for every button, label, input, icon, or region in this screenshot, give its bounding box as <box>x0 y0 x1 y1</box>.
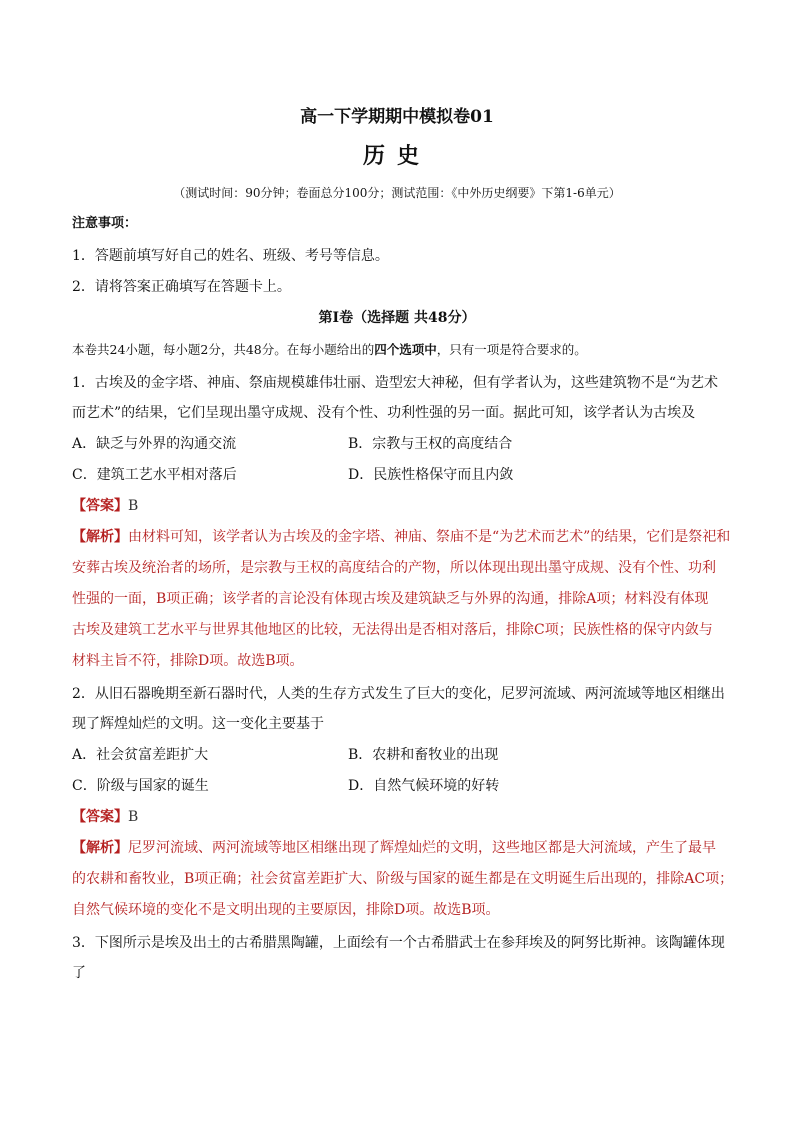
subject-title: 历史 <box>362 143 431 169</box>
question-stem: 1．古埃及的金字塔、神庙、祭庙规模雄伟壮丽、造型宏大神秘，但有学者认为，这些建筑物不是“为艺术 <box>72 375 719 391</box>
answer-tag: 【答案】 <box>72 498 128 514</box>
question-stem: 3．下图所示是埃及出土的古希腊黑陶罐，上面绘有一个古希腊武士在参拜埃及的阿努比斯神。该陶罐体现 <box>72 935 725 951</box>
question-stem: 了 <box>72 965 86 981</box>
section-title: 第I卷（选择题 共48分） <box>318 310 476 326</box>
instruction-emphasis: 四个选项中 <box>374 342 437 357</box>
explanation-text: 由材料可知，该学者认为古埃及的金字塔、神庙、祭庙不是“为艺术而艺术”的结果，它们是祭祀和 <box>128 529 731 545</box>
note-item: 2．请将答案正确填写在答题卡上。 <box>72 279 291 295</box>
explanation-line: 安葬古埃及统治者的场所，是宗教与王权的高度结合的产物，所以体现出现出墨守成规、没有个性、功利 <box>72 560 716 576</box>
section-instruction <box>72 340 732 360</box>
answer-line <box>72 496 732 516</box>
exam-title: 高一下学期期中模拟卷01 <box>300 107 494 127</box>
explanation-tag: 【解析】 <box>72 529 128 545</box>
explanation-line: 自然气候环境的变化不是文明出现的主要原因，排除D项。故选B项。 <box>72 902 500 918</box>
explanation-tag: 【解析】 <box>72 840 128 856</box>
answer-value: B <box>128 809 139 825</box>
exam-meta: （测试时间：90分钟；卷面总分100分；测试范围：《中外历史纲要》下第1-6单元） <box>173 186 621 200</box>
question-stem: 而艺术”的结果，它们呈现出墨守成规、没有个性、功利性强的另一面。据此可知，该学者认为古埃及 <box>72 405 696 421</box>
answer-tag: 【答案】 <box>72 809 128 825</box>
note-item: 1．答题前填写好自己的姓名、班级、考号等信息。 <box>72 248 389 264</box>
question-stem: 2．从旧石器晚期至新石器时代，人类的生存方式发生了巨大的变化，尼罗河流域、两河流域等地区相继出 <box>72 686 725 702</box>
option-d: D．自然气候环境的好转 <box>348 778 500 794</box>
option-row <box>72 465 732 485</box>
option-row <box>72 434 732 454</box>
option-b: B．农耕和畜牧业的出现 <box>348 747 499 763</box>
option-row <box>72 776 732 796</box>
explanation-line <box>72 838 732 858</box>
option-c: C．阶级与国家的诞生 <box>72 778 209 794</box>
instruction-text: ，只有一项是符合要求的。 <box>436 342 587 357</box>
option-c: C．建筑工艺水平相对落后 <box>72 467 237 483</box>
answer-value: B <box>128 498 139 514</box>
option-a: A．缺乏与外界的沟通交流 <box>72 436 237 452</box>
instruction-text: 本卷共24小题，每小题2分，共48分。在每小题给出的 <box>72 342 375 357</box>
explanation-line <box>72 527 732 547</box>
option-row <box>72 745 732 765</box>
explanation-text: 尼罗河流域、两河流域等地区相继出现了辉煌灿烂的文明，这些地区都是大河流域，产生了最早 <box>128 840 716 856</box>
option-b: B．宗教与王权的高度结合 <box>348 436 513 452</box>
answer-line <box>72 807 732 827</box>
explanation-line: 古埃及建筑工艺水平与世界其他地区的比较，无法得出是否相对落后，排除C项；民族性格的保守内敛与 <box>72 622 713 638</box>
explanation-line: 的农耕和畜牧业，B项正确；社会贫富差距扩大、阶级与国家的诞生都是在文明诞生后出现的，排除AC项； <box>72 871 734 887</box>
explanation-line: 性强的一面，B项正确；该学者的言论没有体现古埃及建筑缺乏与外界的沟通，排除A项；材料没有体现 <box>72 591 709 607</box>
notes-heading: 注意事项： <box>72 216 138 231</box>
question-stem: 现了辉煌灿烂的文明。这一变化主要基于 <box>72 716 324 732</box>
explanation-line: 材料主旨不符，排除D项。故选B项。 <box>72 653 304 669</box>
option-a: A．社会贫富差距扩大 <box>72 747 209 763</box>
option-d: D．民族性格保守而且内敛 <box>348 467 514 483</box>
